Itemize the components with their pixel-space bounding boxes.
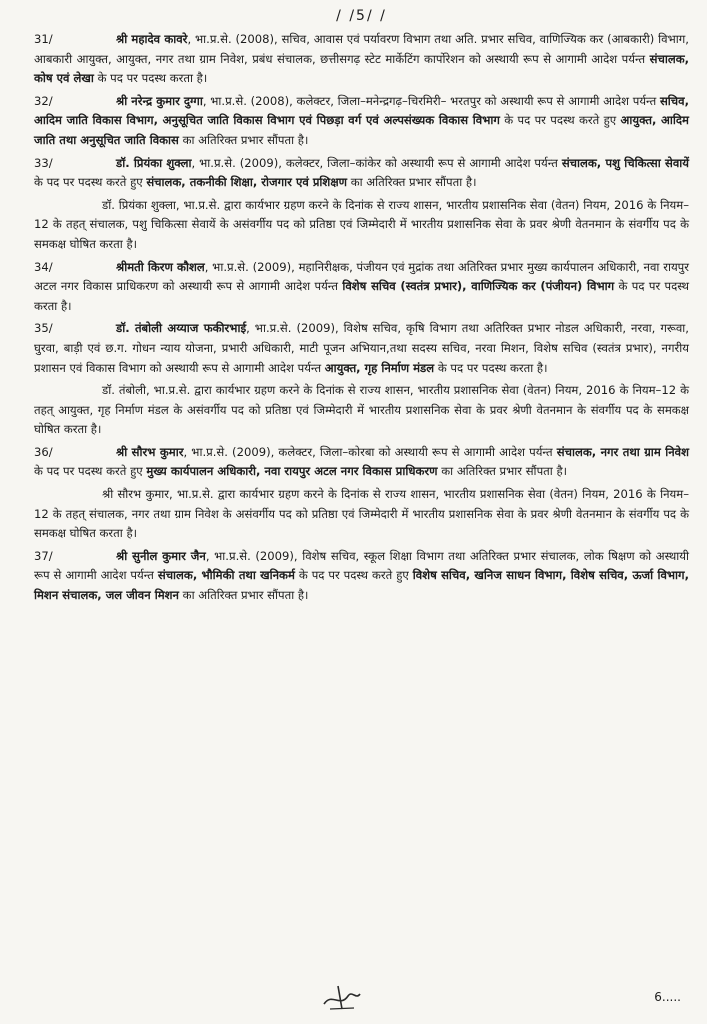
entry-paragraph [34, 443, 689, 482]
entry-text: के पद पर पदस्थ करते हुए [34, 175, 147, 190]
officer-name: श्रीमती किरण कौशल [116, 259, 205, 274]
entry-text: के पद पर पदस्थ करते हुए [294, 568, 413, 583]
assigned-post: संचालक, कोष एवं लेखा [34, 51, 689, 86]
officer-name: श्री नरेन्द्र कुमार दुग्गा [116, 93, 203, 108]
entry-text: , भा.प्र.से. (2009), विशेष सचिव, कृषि विभाग तथा अतिरिक्त प्रभार नोडल अधिकारी, नरवा, गरूवा, घुरवा, बाड़ी एवं छ.ग. गोधन न्याय योजना, प्रभारी अधिकारी, माटी पूजन अभियान,तथा सदस्य सचिव, नरवा मिशन, विशेष सचिव (स्वतंत्र प्रभार), नगरीय प्रशासन एवं विकास विभाग को अस्थायी रूप से आगामी आदेश पर्यन्त [34, 321, 689, 375]
entry-paragraph [34, 258, 689, 317]
additional-charge: विशेष सचिव, खनिज साधन विभाग, विशेष सचिव, ऊर्जा विभाग, मिशन संचालक, जल जीवन मिशन [34, 568, 689, 603]
entry-number: 32/ [34, 93, 53, 108]
entry-text: के पद पर पदस्थ करता है। [34, 279, 689, 313]
entry-text: का अतिरिक्त प्रभार सौंपता है। [178, 588, 309, 603]
entry-number: 34/ [34, 259, 53, 274]
assigned-post: संचालक, भौमिकी तथा खनिकर्म [157, 568, 295, 583]
entry-text: , भा.प्र.से. (2009), महानिरीक्षक, पंजीयन एवं मुद्रांक तथा अतिरिक्त प्रभार मुख्य कार्यपालन अधिकारी, नवा रायपुर अटल नगर विकास प्राधिकरण को अस्थायी रूप से आगामी आदेश पर्यन्त [34, 259, 689, 294]
entry-number: 31/ [34, 32, 53, 46]
entry-paragraph [34, 154, 689, 193]
entry-text: के पद पर पदस्थ करते हुए [34, 464, 147, 479]
entry-text: के पद पर पदस्थ करता है। [93, 71, 208, 86]
entry-note: श्री सौरभ कुमार, भा.प्र.से. द्वारा कार्यभार ग्रहण करने के दिनांक से राज्य शासन, भारतीय प्रशासनिक सेवा (वेतन) नियम, 2016 के नियम–12 के तहत् संचालक, नगर तथा ग्राम निवेश के असंवर्गीय पद को प्रतिष्ठा एवं जिम्मेदारी में भारतीय प्रशासनिक सेवा के प्रवर श्रेणी वेतनमान के संवर्गीय पद के समकक्ष घोषित करता है। [34, 487, 690, 541]
entry-number: 36/ [34, 444, 53, 459]
order-entry-31 [34, 30, 689, 89]
entry-paragraph [34, 92, 689, 151]
entry-text: का अतिरिक्त प्रभार सौंपता है। [437, 464, 567, 479]
entry-text: , भा.प्र.से. (2008), सचिव, आवास एवं पर्यावरण विभाग तथा अति. प्रभार सचिव, वाणिज्यिक कर (आबकारी) विभाग, आबकारी आयुक्त, आयुक्त, नगर तथा ग्राम निवेश, प्रबंध संचालक, छत्तीसगढ़ स्टेट मार्केटिंग कार्पोरेशन को अस्थायी रूप से आगामी आदेश पर्यन्त [34, 32, 689, 66]
officer-name: श्री सुनील कुमार जैन [116, 548, 206, 563]
additional-charge: संचालक, तकनीकी शिक्षा, रोजगार एवं प्रशिक्षण [146, 175, 348, 190]
entry-text: , भा.प्र.से. (2008), कलेक्टर, जिला–मनेन्द्रगढ़–चिरमिरी– भरतपुर को अस्थायी रूप से आगामी आदेश पर्यन्त [202, 93, 660, 108]
officer-name: श्री महादेव कावरे [116, 32, 188, 46]
next-page-marker: 6..... [654, 990, 681, 1004]
assigned-post: सचिव, आदिम जाति विकास विभाग, अनुसूचित जाति विकास विभाग एवं पिछड़ा वर्ग एवं अल्पसंख्यक विकास विभाग [34, 93, 689, 128]
entry-text: के पद पर पदस्थ करता है। [434, 360, 548, 375]
officer-name: श्री सौरभ कुमार [116, 444, 184, 459]
order-entry-32 [34, 92, 689, 151]
order-entry-33 [34, 154, 689, 255]
entry-paragraph [34, 30, 689, 89]
entry-text: , भा.प्र.से. (2009), कलेक्टर, जिला–कांकेर को अस्थायी रूप से आगामी आदेश पर्यन्त [191, 155, 562, 170]
assigned-post: विशेष सचिव (स्वतंत्र प्रभार), वाणिज्यिक कर (पंजीयन) विभाग [342, 279, 615, 294]
officer-name: डॉ. तंबोली अय्याज फकीरभाई [116, 321, 247, 336]
entry-text: , भा.प्र.से. (2009), कलेक्टर, जिला–कोरबा को अस्थायी रूप से आगामी आदेश पर्यन्त [183, 444, 557, 459]
entry-note: डॉ. तंबोली, भा.प्र.से. द्वारा कार्यभार ग्रहण करने के दिनांक से राज्य शासन, भारतीय प्रशासनिक सेवा (वेतन) नियम, 2016 के नियम–12 के तहत् आयुक्त, गृह निर्माण मंडल के असंवर्गीय पद को प्रतिष्ठा एवं जिम्मेदारी में भारतीय प्रशासनिक सेवा के प्रवर श्रेणी वेतनमान के संवर्गीय पद के समकक्ष घोषित करता है। [34, 383, 689, 437]
assigned-post: आयुक्त, गृह निर्माण मंडल [324, 360, 435, 375]
entry-text: के पद पर पदस्थ करते हुए [499, 113, 621, 128]
order-entry-37 [34, 547, 689, 606]
entry-text: का अतिरिक्त प्रभार सौंपता है। [347, 175, 477, 190]
entry-paragraph [34, 319, 689, 378]
entry-number: 37/ [34, 548, 53, 563]
order-entry-36 [34, 443, 689, 544]
page-number: / /5/ / [336, 8, 387, 24]
order-entry-34 [34, 258, 689, 317]
entry-paragraph [34, 547, 689, 606]
entry-text: का अतिरिक्त प्रभार सौंपता है। [178, 132, 309, 147]
entry-number: 33/ [34, 155, 53, 170]
additional-charge: मुख्य कार्यपालन अधिकारी, नवा रायपुर अटल नगर विकास प्राधिकरण [146, 464, 438, 479]
assigned-post: संचालक, पशु चिकित्सा सेवायें [561, 155, 689, 170]
entry-text: , भा.प्र.से. (2009), विशेष सचिव, स्कूल शिक्षा विभाग तथा अतिरिक्त प्रभार संचालक, लोक षिक्षण को अस्थायी रूप से आगामी आदेश पर्यन्त [34, 548, 689, 583]
additional-charge: आयुक्त, आदिम जाति तथा अनुसूचित जाति विकास [34, 113, 689, 147]
assigned-post: संचालक, नगर तथा ग्राम निवेश [556, 444, 689, 459]
entry-number: 35/ [34, 321, 53, 336]
order-entry-35 [34, 319, 689, 440]
entry-note: डॉ. प्रियंका शुक्ला, भा.प्र.से. द्वारा कार्यभार ग्रहण करने के दिनांक से राज्य शासन, भारतीय प्रशासनिक सेवा (वेतन) नियम, 2016 के नियम–12 के तहत् संचालक, पशु चिकित्सा सेवायें के असंवर्गीय पद को प्रतिष्ठा एवं जिम्मेदारी में भारतीय प्रशासनिक सेवा के प्रवर श्रेणी वेतनमान के संवर्गीय पद के समकक्ष घोषित करता है। [34, 197, 689, 251]
signature-mark [320, 982, 364, 1012]
officer-name: डॉ. प्रियंका शुक्ला [116, 155, 192, 170]
